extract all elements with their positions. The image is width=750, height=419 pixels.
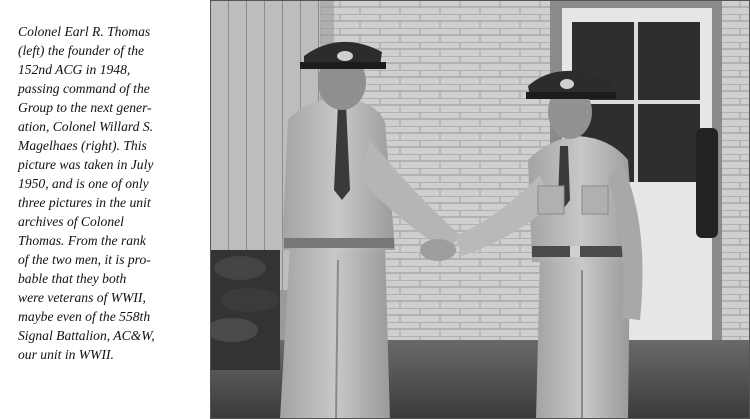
caption-line: 1950, and is one of only xyxy=(18,176,149,191)
photo-caption xyxy=(18,22,204,364)
log-pile xyxy=(210,250,280,370)
photo-illustration xyxy=(210,0,750,419)
caption-line: Magelhaes (right). This xyxy=(18,138,147,153)
caption-line: our unit in WWII. xyxy=(18,347,114,362)
caption-line: bable that they both xyxy=(18,271,127,286)
caption-line: ation, Colonel Willard S. xyxy=(18,119,154,134)
caption-line: picture was taken in July xyxy=(18,157,154,172)
caption-line: Signal Battalion, AC&W, xyxy=(18,328,155,343)
caption-line: were veterans of WWII, xyxy=(18,290,146,305)
caption-line: Thomas. From the rank xyxy=(18,233,146,248)
caption-line: Colonel Earl R. Thomas xyxy=(18,24,151,39)
caption-line: three pictures in the unit xyxy=(18,195,151,210)
handshake xyxy=(420,239,456,261)
caption-line: passing command of the xyxy=(18,81,150,96)
caption-line: maybe even of the 558th xyxy=(18,309,151,324)
caption-line: of the two men, it is pro- xyxy=(18,252,151,267)
caption-line: (left) the founder of the xyxy=(18,43,145,58)
caption-line: 152nd ACG in 1948, xyxy=(18,62,131,77)
historical-photo xyxy=(210,0,750,419)
caption-line: archives of Colonel xyxy=(18,214,124,229)
caption-line: Group to the next gener- xyxy=(18,100,152,115)
